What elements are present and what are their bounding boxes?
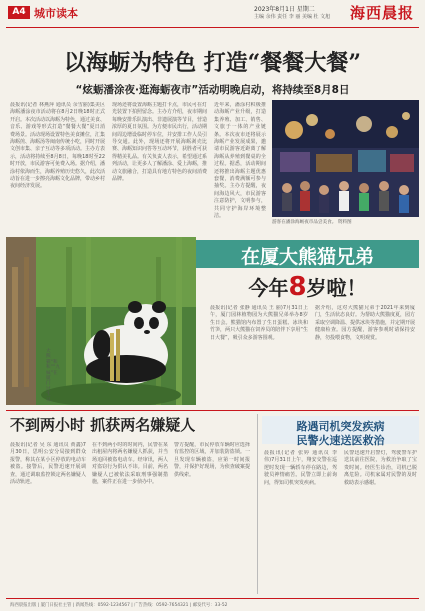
subhead-suffix: 岁啦！ <box>306 276 367 300</box>
story1-column-3: 近年来，潘涂村积极推动海蛎产业升级，打造集养殖、加工、销售、文旅于一体的产业链条。本次夜市还将展示海蛎产业发展成果，邀请市民游客近距离了解海蛎从养殖到餐桌的全过程。据悉，活动期间还将推出海蛎主题优惠套餐，消费满额可参与抽奖。主办方提醒，夜间海边风大，市民游客注意防护，文明参与，共同守护海岸环境整洁。 <box>214 102 266 220</box>
story2-column-1: 晨报讯(记者 张静 通讯员 王 丽)7月31日上午，厦门园林植物园为大熊猫兄弟举办8岁生日会。熊猫馆内布置了生日蛋糕、冰块和竹笋，两只大熊猫在饲养员的陪伴下享用“生日大餐”，吸引众多游客围观。 <box>210 305 308 341</box>
panda-age-number: 8 <box>288 272 307 302</box>
story1-headline: 以海蛎为特色 打造“餐餐大餐” <box>64 50 361 76</box>
night-market-photo <box>272 100 419 217</box>
panda-caption: 大熊猫“和和”“九妹”在厦门过生日。 <box>46 349 60 403</box>
story4-headline-1: 路遇司机突发疾病 <box>296 420 385 433</box>
story4-column-2: 民警迅速开启警灯，驾驶警车护送其前往医院，为救治争取了宝贵时间。经医生诊治，司机已脱离危险。司机家属对民警的及时救助表示感谢。 <box>344 450 417 486</box>
story2-headline: 在厦大熊猫兄弟 <box>240 246 374 268</box>
column-divider <box>257 414 258 594</box>
story4-headline-2: 民警火速送医救治 <box>296 434 385 447</box>
story2-column-2: 据介绍，这对大熊猫兄弟于2021年来到厦门，生活状态良好。为帮助大熊猫度夏，园方采取空调降温、提供冰块等措施，并定期开展健康检查。园方提醒，游客参观时请保持安静，勿投喂食物，文明观赏。 <box>315 305 415 341</box>
masthead-bar <box>0 0 425 26</box>
night-market-caption: 游客在潘涂海蛎夜市品尝美食。 资料图 <box>272 220 352 225</box>
section-title: 城市读本 <box>34 7 78 20</box>
story4-column-1: 晨报讯(记者 张婷 通讯员 李 伟)7月31日上午，翔安交警在巡逻时发现一辆轿车停在路边，驾驶员神情痛苦。民警立即上前询问，得知司机突发疾病。 <box>264 450 337 486</box>
editor-credits: 主编 余伟 责任 李 丽 美编 杜 文旭 <box>254 14 331 20</box>
story1-column-2: 现场还将设置海蛎主题打卡点，市民可在灯光装置下拍照留念。主办方介绍，夜市期间每晚安排乐队演出、非遗展演等节目，营造浓厚的夏日氛围。为方便市民出行，活动期间周边增设临时停车位，并安排工作人员引导交通。此外，现场还将开展海蛎剥壳比赛、海蛎知识问答等互动环节，获胜者可获得精美礼品。有关负责人表示，希望通过系列活动，让更多人了解潘涂、爱上海蛎，推动文旅融合，打造具有地方特色的夜间消费品牌。 <box>112 102 207 183</box>
masthead-rule <box>6 27 419 28</box>
story1-column-1: 晨报讯(记者 林燕萍 通讯员 余雪丽)集美区 海蛎潘涂夜市活动将在8月2日晚18时正式开启。本次活动以海蛎为特色，通过美食、音乐、游戏等形式打造“餐餐大餐”夏日消费场景。活动现场设置特色美食摊位，汇集海蛎煎、海蛎汤等闽南传统小吃，同时开展文创市集、亲子互动等多项活动。主办方表示，活动将持续至8月8日，每晚18时至22时开放，市民游客可免费入场。据介绍，潘涂村依海而生，海蛎养殖历史悠久，此次活动旨在进一步擦亮海蛎文化品牌，带动乡村夜间经济发展。 <box>10 102 105 190</box>
story3-headline: 不到两小时 抓获两名嫌疑人 <box>10 416 196 434</box>
page-number: A4 <box>8 6 30 19</box>
paper-logo: 海西晨报 <box>350 4 415 22</box>
footer-rule <box>6 598 419 599</box>
story-divider <box>6 410 419 411</box>
footer-line <box>0 601 425 611</box>
issue-date: 2023年8月1日 星期二 <box>254 6 315 13</box>
story1-subhead: “炫蛎潘涂夜·逛海蛎夜市”活动明晚启动，将持续至8月8日 <box>75 84 350 96</box>
subhead-prefix: 今年 <box>248 276 289 300</box>
story2-subhead <box>196 272 419 302</box>
footer-text: 海西晨报出版 | 厦门日报社主管 | 新闻热线：0592-1234567 | 广告热线：0592-7654321 | 邮发代号：33-52 <box>10 603 228 608</box>
story3-column-1: 晨报讯(记者 吴 东 通讯员 黄鑫)7月30日，思明公安分局接到群众报警，称其在某小区停放的电动车被盗。接警后，民警迅速开展调查，通过调取监控锁定两名嫌疑人活动轨迹。 <box>10 442 86 486</box>
story3-column-2: 在不到两小时的时间内，民警在某出租屋内将两名嫌疑人抓获，并当场追回被盗电动车。经审讯，两人对盗窃行为供认不讳。目前，两名嫌疑人已被依法采取刑事强制措施，案件正在进一步侦办中。 <box>92 442 168 486</box>
story3-column-3: 警方提醒，市民停放车辆时应选择有监控的区域，并加装防盗锁。一旦发现车辆被盗，应第一时间报警，并保护好现场，为侦查破案提供线索。 <box>174 442 250 478</box>
